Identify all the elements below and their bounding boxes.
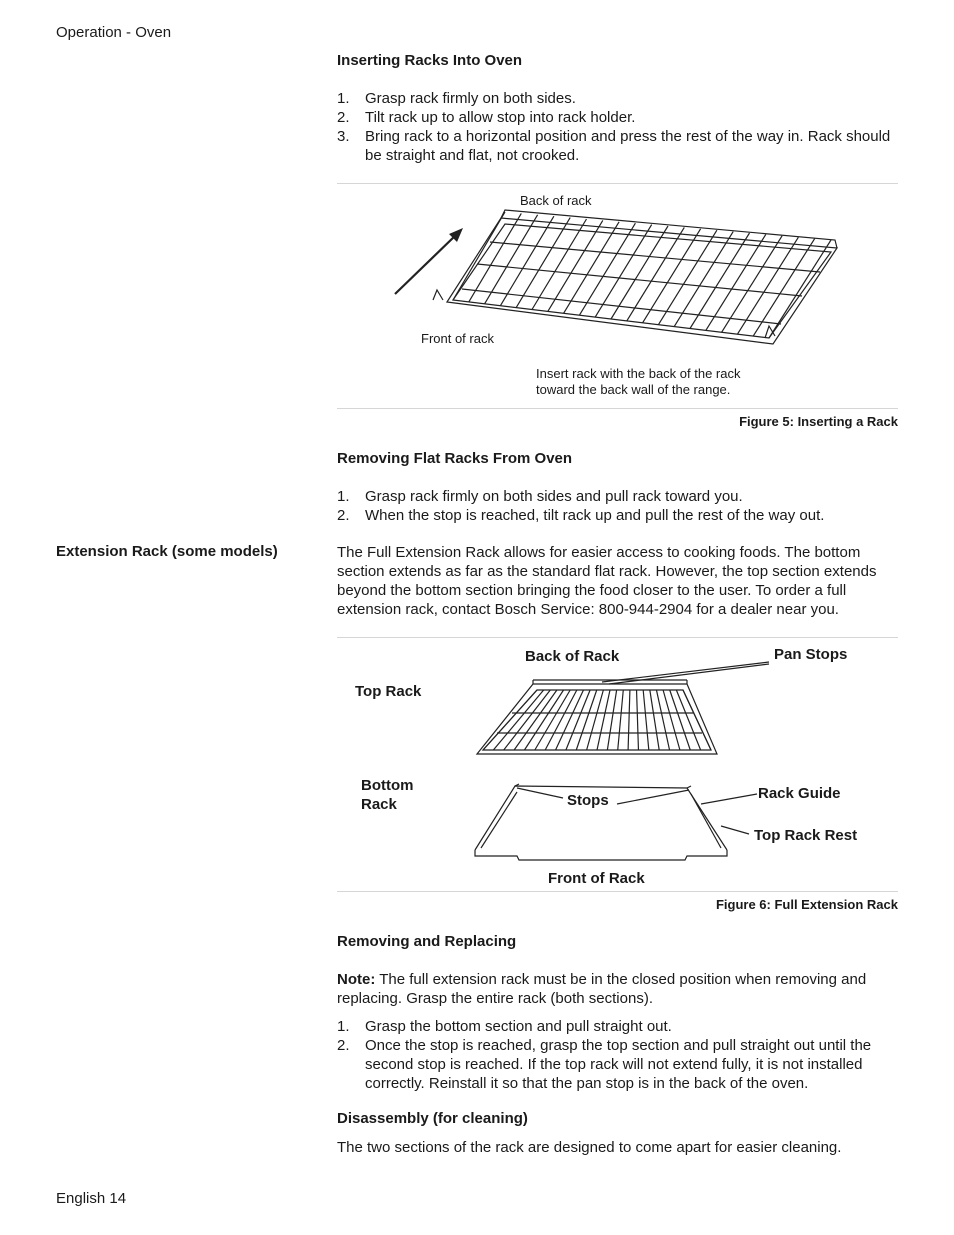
list-item: 1. Grasp rack firmly on both sides.: [337, 90, 576, 107]
rack-wire: [690, 233, 750, 329]
note-label: Note:: [337, 971, 376, 988]
figure-6: [337, 637, 898, 892]
rack-wire: [722, 236, 783, 332]
extension-rack-body: The Full Extension Rack allows for easier access to cooking foods. The bottom section extends as far as the standard flat rack. However, the top section extends beyond the bottom section bringing the food closer to the user. To order a full extension rack, contact Bosch Service: 800-944-2904 for a dealer near you.: [337, 544, 877, 618]
rack-wire: [628, 690, 630, 750]
list-item: 3. Bring rack to a horizontal position and press the rest of the way in. Rack should be straight and flat, not crooked.: [337, 128, 891, 164]
rack-wire: [500, 216, 554, 306]
rack-wire: [532, 219, 587, 310]
list-item: 1. Grasp the bottom section and pull straight out.: [337, 1018, 672, 1035]
rack-guide-label: Rack Guide: [758, 785, 841, 802]
figure-6-caption: Figure 6: Full Extension Rack: [715, 897, 898, 912]
rack-wire: [516, 218, 570, 308]
page-header: Operation - Oven: [56, 24, 172, 41]
rack-wire: [618, 690, 624, 750]
rack-wire: [637, 690, 639, 750]
rack-wire: [535, 690, 570, 750]
disassembly-title: Disassembly (for cleaning): [337, 1110, 528, 1127]
rack-wire: [611, 226, 668, 319]
pan-stops-label: Pan Stops: [774, 646, 848, 663]
rack-wire: [663, 690, 680, 750]
front-of-rack-label: Front of Rack: [548, 870, 645, 887]
rack-wire: [656, 690, 669, 750]
page-footer: English 14: [56, 1190, 127, 1207]
extension-rack-illustration: [337, 638, 898, 891]
front-of-rack-label: Front of rack: [421, 331, 494, 346]
back-of-rack-label: Back of Rack: [525, 648, 620, 665]
rack-wire: [587, 690, 604, 750]
inserting-steps: [337, 89, 899, 165]
stops-label: Stops: [567, 792, 609, 809]
note-text: The full extension rack must be in the closed position when removing and replacing. Grasp the entire rack (both sections).: [337, 971, 867, 1007]
list-item: 2. Once the stop is reached, grasp the top section and pull straight out until the second stop is reached. If the top rack will not extend fully, it is not installed correctly. Reinstall it so that the pan stop is in the back of the oven.: [337, 1037, 872, 1092]
inserting-title: Inserting Racks Into Oven: [337, 52, 523, 69]
rack-wire: [643, 690, 649, 750]
rack-wire: [658, 230, 717, 325]
removing-flat-title: Removing Flat Racks From Oven: [337, 450, 573, 467]
insert-note-line2: toward the back wall of the range.: [536, 382, 731, 397]
note-paragraph: [337, 970, 899, 1008]
rack-wire: [674, 232, 733, 327]
top-rack-label: Top Rack: [355, 683, 422, 700]
rack-wire: [485, 215, 538, 304]
rack-wire: [595, 225, 652, 318]
rack-wire: [597, 690, 610, 750]
rack-wire: [548, 220, 603, 311]
list-item: 2. When the stop is reached, tilt rack up and pull the rest of the way out.: [337, 507, 825, 524]
rack-wire: [643, 229, 701, 323]
rack-wire: [453, 212, 505, 300]
rack-wire: [627, 227, 685, 321]
insert-note-line1: Insert rack with the back of the rack: [536, 366, 741, 381]
removing-replacing-title: Removing and Replacing: [337, 933, 517, 950]
rack-wire: [706, 234, 766, 330]
rack-wire: [650, 690, 659, 750]
removing-replacing-steps: [337, 1017, 899, 1093]
bottom-rack-label-line1: Bottom: [361, 777, 414, 794]
rack-wire: [564, 222, 620, 313]
top-rack-rest-label: Top Rack Rest: [754, 827, 858, 844]
figure-5-caption: Figure 5: Inserting a Rack: [739, 414, 898, 429]
rack-wire: [607, 690, 616, 750]
bottom-rack-label-line2: Rack: [361, 796, 397, 813]
back-of-rack-label: Back of rack: [520, 193, 592, 208]
rack-wire: [579, 223, 635, 315]
figure-5: [337, 183, 898, 409]
removing-flat-steps: [337, 487, 899, 525]
list-item: 2. Tilt rack up to allow stop into rack holder.: [337, 109, 636, 126]
list-item: 1. Grasp rack firmly on both sides and pull rack toward you.: [337, 488, 743, 505]
extension-rack-heading: Extension Rack (some models): [56, 543, 278, 560]
disassembly-body: The two sections of the rack are designed to come apart for easier cleaning.: [337, 1139, 842, 1156]
